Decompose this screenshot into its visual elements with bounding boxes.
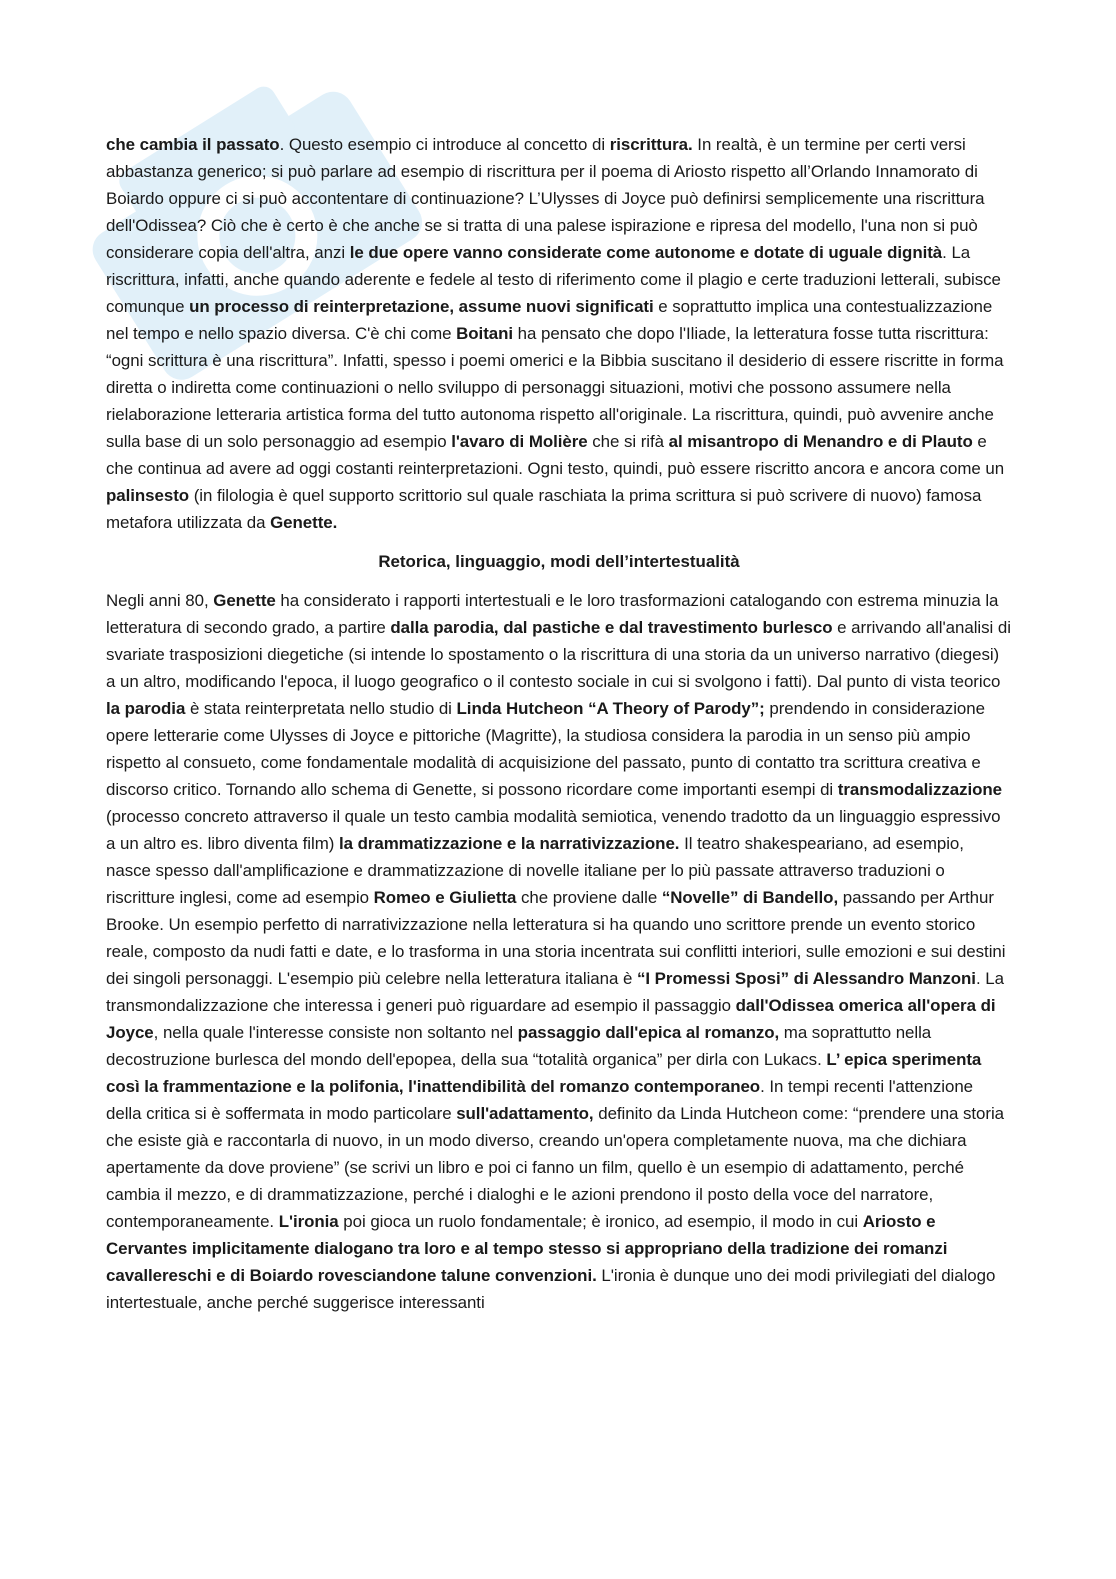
bold-text-run: la parodia <box>106 699 186 718</box>
bold-text-run: “Novelle” di Bandello, <box>661 888 839 907</box>
text-run: passando per Arthur Brooke. Un esempio perfetto di narrativizzazione nella letteratura si ha quando uno scrittore prende un evento storico reale, composto da nudi fatti e date, e lo trasforma in una storia incentrata sui conflitti interiori, sulle emozioni e sui destini dei singoli personaggi. L'esempio più celebre nella letteratura italiana è <box>106 888 1006 988</box>
bold-text-run: Linda Hutcheon “A Theory of Parody”; <box>456 699 765 718</box>
bold-text-run: palinsesto <box>106 486 190 505</box>
text-run: Negli anni 80, <box>106 591 214 610</box>
bold-text-run: Boitani <box>456 324 514 343</box>
text-run: che proviene dalle <box>516 888 662 907</box>
text-run: Il teatro shakespeariano, ad esempio, nasce spesso dall'amplificazione e drammatizzazione di novelle italiane per lo più passate attraverso traduzioni o riscritture inglesi, come ad esempio <box>106 834 964 907</box>
bold-text-run: l'avaro di Molière <box>451 432 588 451</box>
bold-text-run: sull'adattamento, <box>456 1104 594 1123</box>
text-run: è stata reinterpretata nello studio di <box>185 699 457 718</box>
bold-text-run: la drammatizzazione e la narrativizzazione. <box>338 834 680 853</box>
bold-text-run: L'ironia <box>278 1212 339 1231</box>
body-paragraph-2 <box>106 587 1012 1316</box>
text-run: . La transmondalizzazione che interessa i generi può riguardare ad esempio il passaggio <box>106 969 1004 1015</box>
body-paragraph-1 <box>106 131 1012 536</box>
text-run: prendendo in considerazione opere letterarie come Ulysses di Joyce e pittoriche (Magritte), la studiosa considera la parodia in un senso più ampio rispetto al consueto, come fondamentale modalità di acquisizione del passato, punto di contatto tra scrittura creativa e discorso critico. Tornando allo schema di Genette, si possono ricordare come importanti esempi di <box>106 699 985 799</box>
text-run: definito da Linda Hutcheon come: “prendere una storia che esiste già e raccontarla di nuovo, in un modo diverso, creando un'opera completamente nuova, ma che dichiara apertamente da dove proviene” (se scrivi un libro e poi ci fanno un film, quello è un esempio di adattamento, perché cambia il mezzo, e di drammatizzazione, perché i dialoghi e le azioni prendono il posto della voce del narratore, contemporaneamente. <box>106 1104 1005 1231</box>
bold-text-run: Genette <box>213 591 276 610</box>
text-run: che si rifà <box>587 432 669 451</box>
bold-text-run: passaggio dall'epica al romanzo, <box>517 1023 780 1042</box>
bold-text-run: al misantropo di Menandro e di Plauto <box>668 432 973 451</box>
bold-text-run: Genette. <box>270 513 338 532</box>
text-run: poi gioca un ruolo fondamentale; è ironico, ad esempio, il modo in cui <box>338 1212 863 1231</box>
bold-text-run: dall'Odissea omerica all'opera di Joyce <box>106 996 996 1042</box>
document-page <box>106 131 1012 1316</box>
bold-text-run: Romeo e Giulietta <box>373 888 517 907</box>
text-run: . In tempi recenti l'attenzione della critica si è soffermata in modo particolare <box>106 1077 974 1123</box>
bold-text-run: riscrittura. <box>609 135 693 154</box>
text-run: , nella quale l'interesse consiste non soltanto nel <box>153 1023 518 1042</box>
text-run: (processo concreto attraverso il quale un testo cambia modalità semiotica, venendo tradotto da un linguaggio espressivo a un altro es. libro diventa film) <box>106 807 1001 853</box>
text-run: e arrivando all'analisi di svariate trasposizioni diegetiche (si intende lo spostamento o la riscrittura di una storia da un universo narrativo (diegesi) a un altro, modificando l'epoca, il luogo geografico o il contesto sociale in cui si svolgono i fatti). Dal punto di vista teorico <box>106 618 1011 691</box>
text-run: In realtà, è un termine per certi versi abbastanza generico; si può parlare ad esempio di riscrittura per il poema di Ariosto rispetto all’Orlando Innamorato di Boiardo oppure ci si può accontentare di continuazione? L’Ulysses di Joyce può definirsi semplicemente una riscrittura dell'Odissea? Ciò che è certo è che anche se si tratta di una palese ispirazione e ripresa del modello, l'una non si può considerare copia dell'altra, anzi <box>106 135 985 262</box>
bold-text-run: “I Promessi Sposi” di Alessandro Manzoni <box>636 969 976 988</box>
text-run: . La riscrittura, infatti, anche quando aderente e fedele al testo di riferimento come il plagio e certe traduzioni letterali, subisce comunque <box>106 243 1001 316</box>
text-run: L'ironia è dunque uno dei modi privilegiati del dialogo intertestuale, anche perché suggerisce interessanti <box>106 1266 996 1312</box>
text-run: ha pensato che dopo l'Iliade, la letteratura fosse tutta riscrittura: “ogni scrittura è una riscrittura”. Infatti, spesso i poemi omerici e la Bibbia suscitano il desiderio di essere riscritte in forma diretta o indiretta come continuazioni o nello sviluppo di personaggi situazioni, motivi che possono assumere nella rielaborazione letteraria artistica forma del tutto autonoma rispetto all'originale. La riscrittura, quindi, può avvenire anche sulla base di un solo personaggio ad esempio <box>106 324 1004 451</box>
bold-text-run: dalla parodia, dal pastiche e dal travestimento burlesco <box>390 618 833 637</box>
text-run: . Questo esempio ci introduce al concetto di <box>279 135 610 154</box>
bold-text-run: L’ epica sperimenta così la frammentazione e la polifonia, l'inattendibilità del romanzo contemporaneo <box>106 1050 982 1096</box>
bold-text-run: Ariosto e Cervantes implicitamente dialogano tra loro e al tempo stesso si appropriano della tradizione dei romanzi cavallereschi e di Boiardo rovesciandone talune convenzioni. <box>106 1212 948 1285</box>
section-heading: Retorica, linguaggio, modi dell’intertestualità <box>378 552 740 571</box>
text-run: ma soprattutto nella decostruzione burlesca del mondo dell'epopea, della sua “totalità organica” per dirla con Lukacs. <box>106 1023 932 1069</box>
bold-text-run: un processo di reinterpretazione, assume nuovi significati <box>189 297 654 316</box>
bold-text-run: che cambia il passato <box>106 135 280 154</box>
bold-text-run: le due opere vanno considerate come autonome e dotate di uguale dignità <box>349 243 943 262</box>
text-run: (in filologia è quel supporto scrittorio sul quale raschiata la prima scrittura si può scrivere di nuovo) famosa metafora utilizzata da <box>106 486 982 532</box>
text-run: ha considerato i rapporti intertestuali e le loro trasformazioni catalogando con estrema minuzia la letteratura di secondo grado, a partire <box>106 591 999 637</box>
text-run: e che continua ad avere ad oggi costanti reinterpretazioni. Ogni testo, quindi, può essere riscritto ancora e ancora come un <box>106 432 1005 478</box>
bold-text-run: transmodalizzazione <box>837 780 1003 799</box>
text-run: e soprattutto implica una contestualizzazione nel tempo e nello spazio diversa. C'è chi come <box>106 297 993 343</box>
